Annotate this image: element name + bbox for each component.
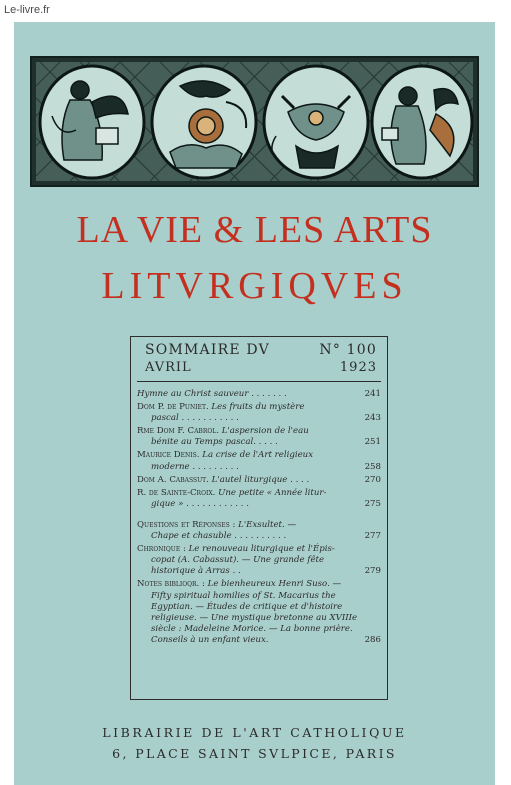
toc-page-number: 286 [364,634,381,645]
toc-entry: Dom P. de Puniet. Les fruits du mystère pascal . . . . . . . . . . . 243 [137,402,381,424]
sommaire-heading [145,342,377,358]
evangelist-symbols-engraving [30,56,479,187]
issue-number: N° 100 [319,342,377,358]
toc-page-number: 275 [364,498,381,509]
toc-page-number: 277 [364,531,381,542]
toc-page-number: 270 [364,474,381,485]
table-of-contents-box [130,336,388,700]
toc-entry: R. de Sainte-Croix. Une petite « Année litur- gique » . . . . . . . . . . . . 275 [137,487,381,509]
issue-month: AVRIL [145,360,192,375]
toc-entry: Notes biblioqr. : Le bienheureux Henri Suso. — Fifty spiritual homilies of St. Macarius the Egyptian. — Études de critique et d'histoire religieuse. — Une mystique bretonne au XVIIIe siècle : Madeleine Morice. — La bonne prière. Conseils à un enfant vieux. 286 [137,579,381,645]
toc-entry: Hymne au Christ sauveur . . . . . . . 241 [137,389,381,399]
toc-entries [137,389,381,648]
toc-entry: Maurice Denis. La crise de l'Art religieux moderne . . . . . . . . . 258 [137,450,381,472]
toc-page-number: 241 [364,389,381,399]
toc-entry: Rme Dom F. Cabrol. L'aspersion de l'eau bénite au Temps pascal. . . . . 251 [137,426,381,448]
issue-year: 1923 [339,360,377,375]
toc-page-number: 279 [364,566,381,577]
toc-entry: Questions et Réponses : L'Exsultet. — Chape et chasuble . . . . . . . . . . 277 [137,519,381,542]
toc-divider [137,381,381,382]
watermark: Le-livre.fr [4,4,50,16]
toc-entry: Chronique : Le renouveau liturgique et l'Épis- copat (A. Cabassut). — Une grande fête historique à Arras . . 279 [137,544,381,577]
sommaire-label: SOMMAIRE DV [145,342,270,358]
publisher-address: 6, PLACE SAINT SVLPICE, PARIS [112,746,397,761]
book-cover [14,22,495,785]
toc-page-number: 251 [364,437,381,448]
engraving-illustration [30,56,479,187]
publisher-name: LIBRAIRIE DE L'ART CATHOLIQUE [102,725,407,740]
issue-date [145,360,377,375]
journal-title-line-1: LA VIE & LES ARTS [76,209,433,251]
toc-entry: Dom A. Cabassut. L'autel liturgique . . . . 270 [137,474,381,485]
toc-page-number: 243 [364,413,381,424]
journal-title-line-2: LITVRGIQVES [101,265,408,307]
toc-page-number: 258 [364,461,381,472]
